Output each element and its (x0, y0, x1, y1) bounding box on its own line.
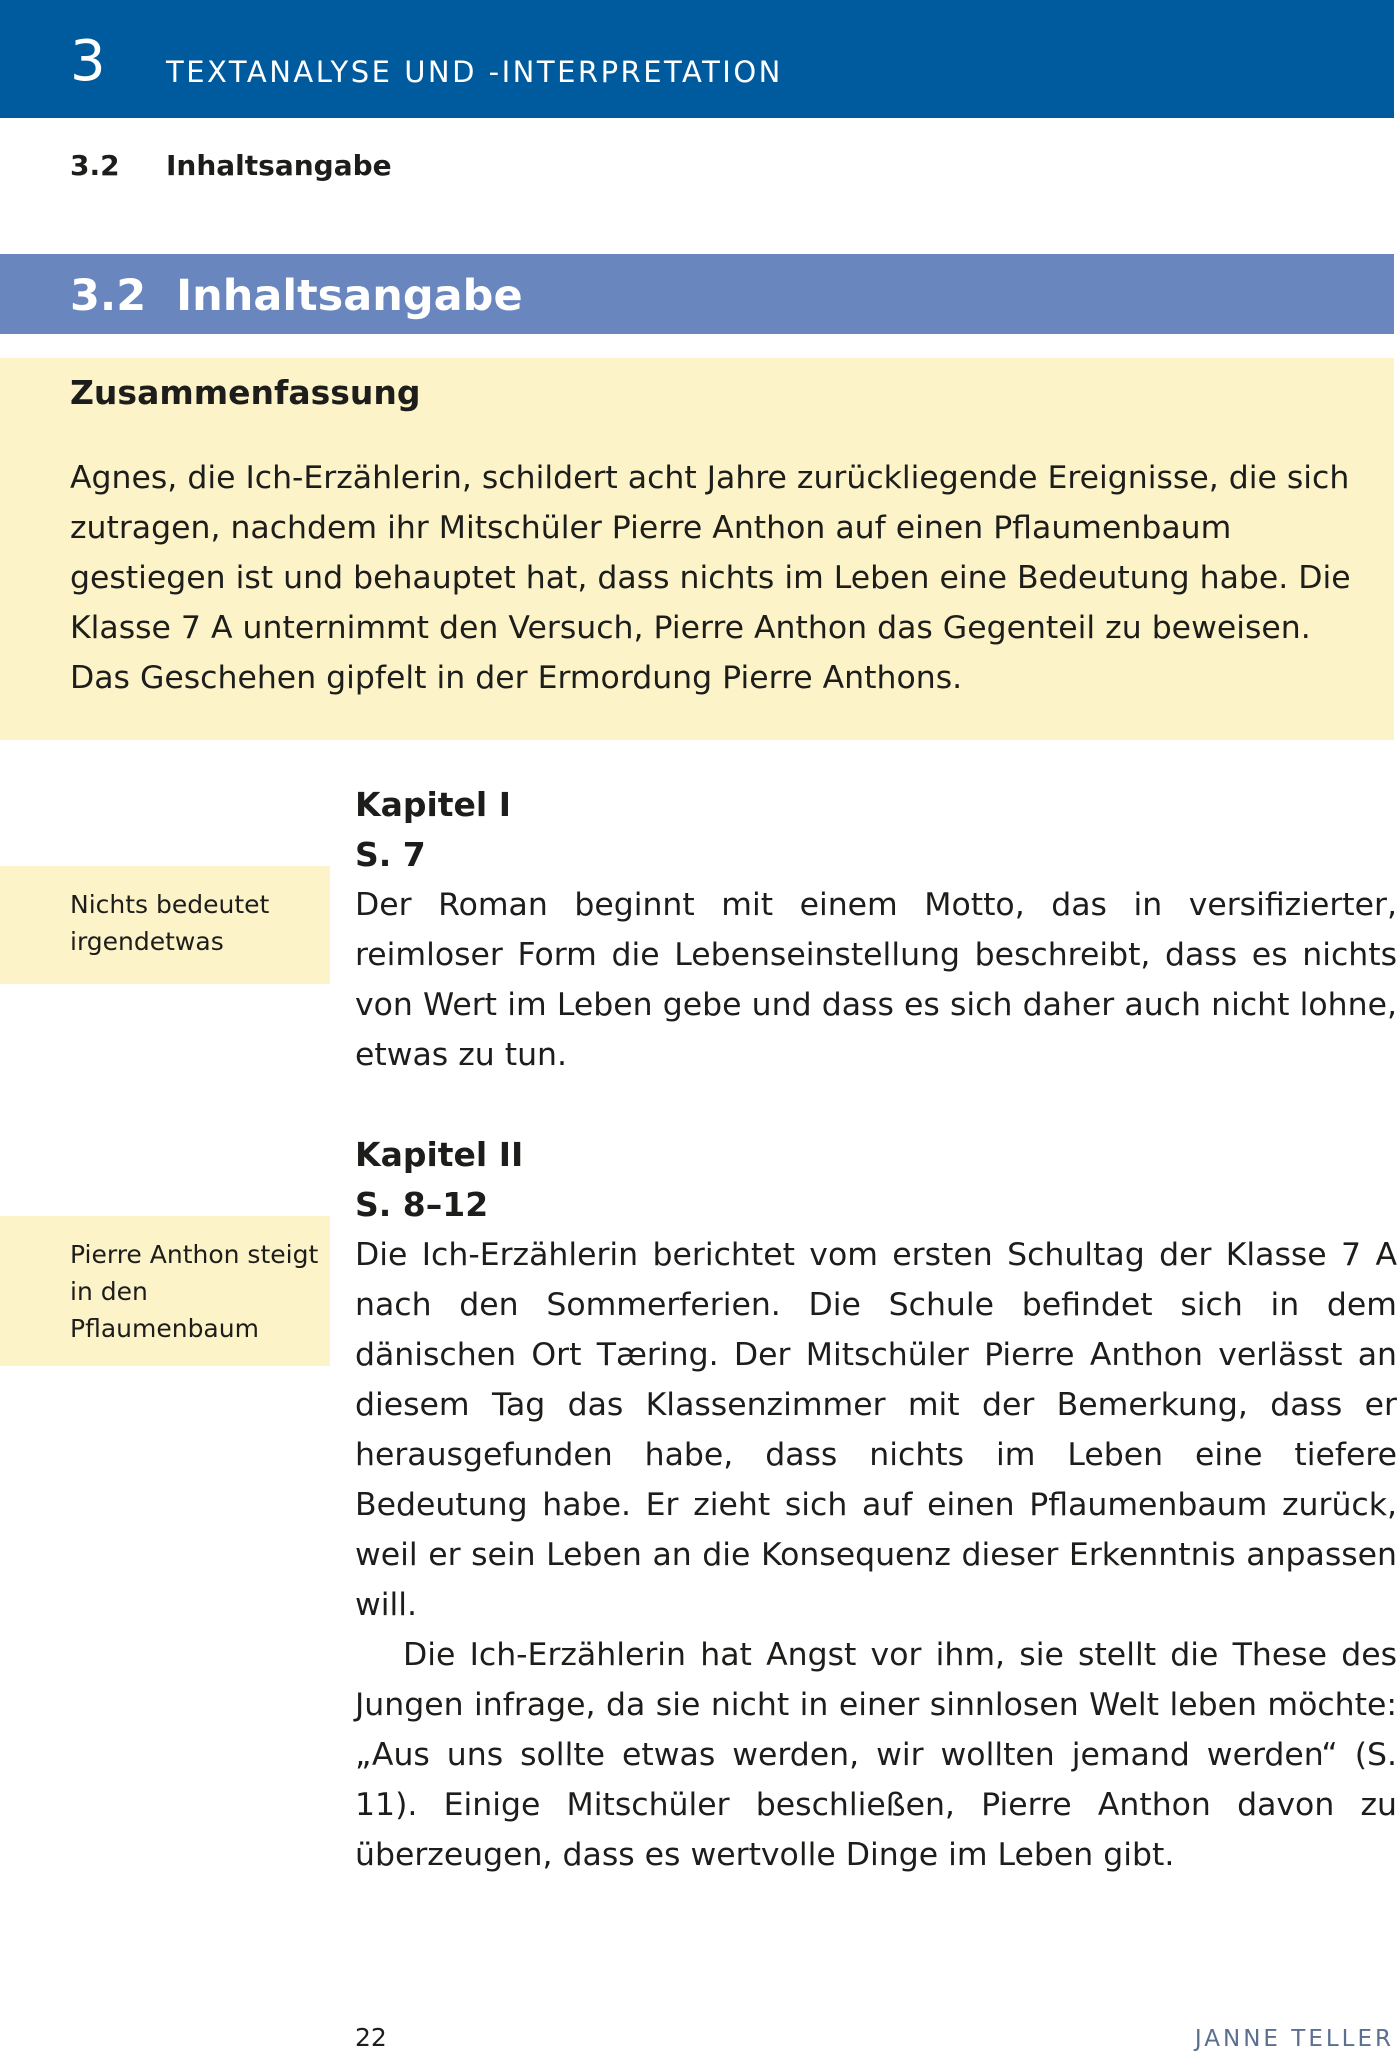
margin-note-chapter-2: Pierre Anthon steigt in den Pflaumenbaum (0, 1216, 330, 1366)
summary-heading: Zusammenfassung (70, 373, 421, 412)
chapter-section-2 (355, 1130, 1397, 1880)
chapter-heading: Kapitel II (355, 1135, 524, 1174)
summary-text: Agnes, die Ich-Erzählerin, schildert acht Jahre zurückliegende Ereignisse, die sich zutragen, nachdem ihr Mitschüler Pierre Anthon auf einen Pflaumenbaum gestiegen ist und behauptet hat, dass nichts im Leben eine Bedeutung habe. Die Klasse 7 A unternimmt den Versuch, Pierre Anthon das Gegenteil zu beweisen. Das Geschehen gipfelt in der Ermordung Pierre Anthons. (70, 460, 1351, 696)
running-footer-title: JANNE TELLER (1194, 2026, 1394, 2052)
chapter-pages: S. 7 (355, 835, 426, 874)
chapter-pages: S. 8–12 (355, 1185, 489, 1224)
chapter-title: TEXTANALYSE UND -INTERPRETATION (166, 55, 783, 89)
page-number: 22 (355, 2023, 387, 2052)
chapter-section-1 (355, 780, 1397, 1080)
section-header-bar (0, 254, 1394, 334)
summary-box (0, 358, 1394, 740)
chapter-number: 3 (70, 29, 106, 94)
breadcrumb-title: Inhaltsangabe (166, 149, 392, 182)
chapter-paragraph: Die Ich-Erzählerin hat Angst vor ihm, sie stellt die These des Jungen infrage, da sie nicht in einer sinnlosen Welt leben möchte: „Aus uns sollte etwas werden, wir wollten jemand werden“ (S. 11). Einige Mitschüler beschließen, Pierre Anthon davon zu überzeugen, dass es wertvolle Dinge im Leben gibt. (355, 1637, 1397, 1873)
breadcrumb-number: 3.2 (70, 149, 120, 182)
section-title: 3.2 Inhaltsangabe (70, 271, 523, 321)
chapter-header-bar (0, 0, 1394, 118)
margin-note-chapter-1: Nichts bedeutet irgendetwas (0, 866, 330, 984)
chapter-paragraph: Der Roman beginnt mit einem Motto, das in versifizierter, reimloser Form die Lebenseinstellung beschreibt, dass es nichts von Wert im Leben gebe und dass es sich daher auch nicht lohne, etwas zu tun. (355, 887, 1397, 1073)
chapter-paragraph: Die Ich-Erzählerin berichtet vom ersten Schultag der Klasse 7 A nach den Sommerferien. Die Schule befindet sich in dem dänischen Ort Tæring. Der Mitschüler Pierre Anthon verlässt an diesem Tag das Klassenzimmer mit der Bemerkung, dass er herausgefunden habe, dass nichts im Leben eine tiefere Bedeutung habe. Er zieht sich auf einen Pflaumenbaum zurück, weil er sein Leben an die Konsequenz dieser Erkenntnis anpassen will. (355, 1237, 1397, 1623)
chapter-heading: Kapitel I (355, 785, 512, 824)
